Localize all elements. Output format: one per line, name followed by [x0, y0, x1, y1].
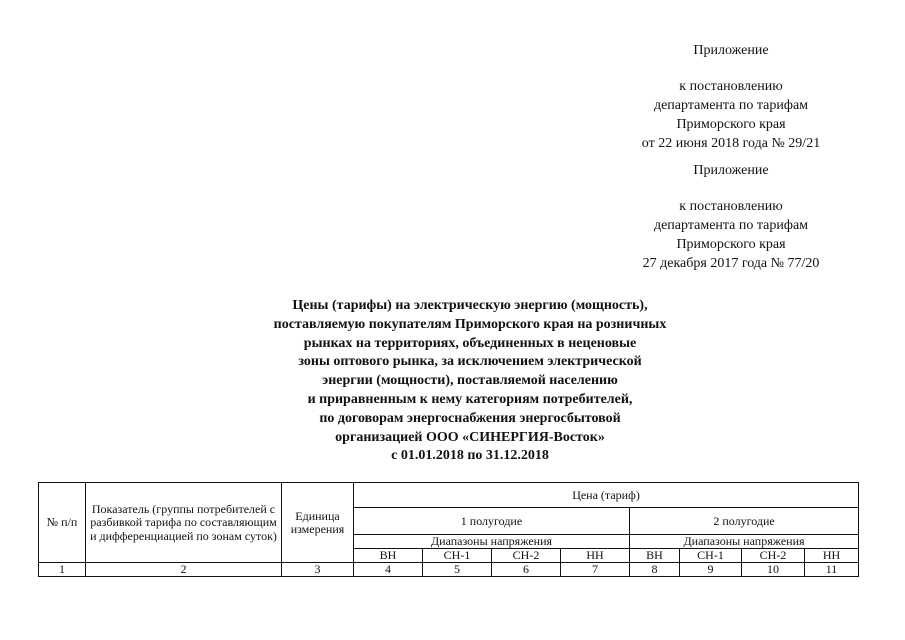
header-half-2: 2 полугодие: [630, 508, 859, 535]
appendix-line: департамента по тарифам: [653, 218, 809, 233]
column-number: 5: [423, 563, 492, 577]
appendix-heading: Приложение: [693, 43, 769, 58]
header-unit: Единица измерения: [282, 483, 354, 563]
column-number-row: [39, 563, 859, 577]
header-half-1: 1 полугодие: [354, 508, 630, 535]
voltage-sn2-2: СН-2: [742, 549, 805, 563]
header-price: Цена (тариф): [354, 483, 859, 508]
header-voltage-ranges-2: Диапазоны напряжения: [630, 535, 859, 549]
title-line: и приравненным к нему категориям потребителей,: [307, 391, 633, 407]
appendix-block-original: [560, 161, 902, 273]
title-line: с 01.01.2018 по 31.12.2018: [391, 448, 549, 464]
document-title: [180, 297, 760, 466]
appendix-heading: Приложение: [693, 163, 769, 178]
header-indicator: Показатель (группы потребителей с разбивкой тарифа по составляющим и дифференциацией по зонам суток): [86, 483, 282, 563]
column-number: 7: [561, 563, 630, 577]
column-number: 2: [86, 563, 282, 577]
voltage-nn-2: НН: [805, 549, 859, 563]
voltage-vn-1: ВН: [354, 549, 423, 563]
tariff-table: [38, 482, 859, 577]
appendix-line: к постановлению: [679, 79, 783, 94]
voltage-sn1-1: СН-1: [423, 549, 492, 563]
column-number: 1: [39, 563, 86, 577]
voltage-nn-1: НН: [561, 549, 630, 563]
voltage-vn-2: ВН: [630, 549, 680, 563]
appendix-block-current: [560, 41, 902, 153]
title-line: поставляемую покупателям Приморского края на розничных: [273, 316, 667, 332]
title-line: рынках на территориях, объединенных в неценовые: [303, 335, 637, 351]
column-number: 3: [282, 563, 354, 577]
appendix-line: департамента по тарифам: [653, 98, 809, 113]
appendix-line: Приморского края: [676, 237, 786, 252]
title-line: по договорам энергоснабжения энергосбытовой: [319, 410, 621, 426]
title-line: Цены (тарифы) на электрическую энергию (мощность),: [292, 298, 648, 313]
column-number: 10: [742, 563, 805, 577]
appendix-line: к постановлению: [679, 199, 783, 214]
column-number: 8: [630, 563, 680, 577]
title-line: энергии (мощности), поставляемой населению: [322, 373, 618, 389]
title-line: зоны оптового рынка, за исключением электрической: [298, 354, 642, 370]
header-number: № п/п: [39, 483, 86, 563]
voltage-sn2-1: СН-2: [492, 549, 561, 563]
column-number: 4: [354, 563, 423, 577]
appendix-line: от 22 июня 2018 года № 29/21: [641, 136, 821, 151]
column-number: 6: [492, 563, 561, 577]
appendix-line: Приморского края: [676, 117, 786, 132]
voltage-sn1-2: СН-1: [680, 549, 742, 563]
column-number: 9: [680, 563, 742, 577]
header-voltage-ranges-1: Диапазоны напряжения: [354, 535, 630, 549]
appendix-line: 27 декабря 2017 года № 77/20: [642, 256, 820, 271]
title-line: организацией ООО «СИНЕРГИЯ-Восток»: [335, 429, 605, 445]
column-number: 11: [805, 563, 859, 577]
